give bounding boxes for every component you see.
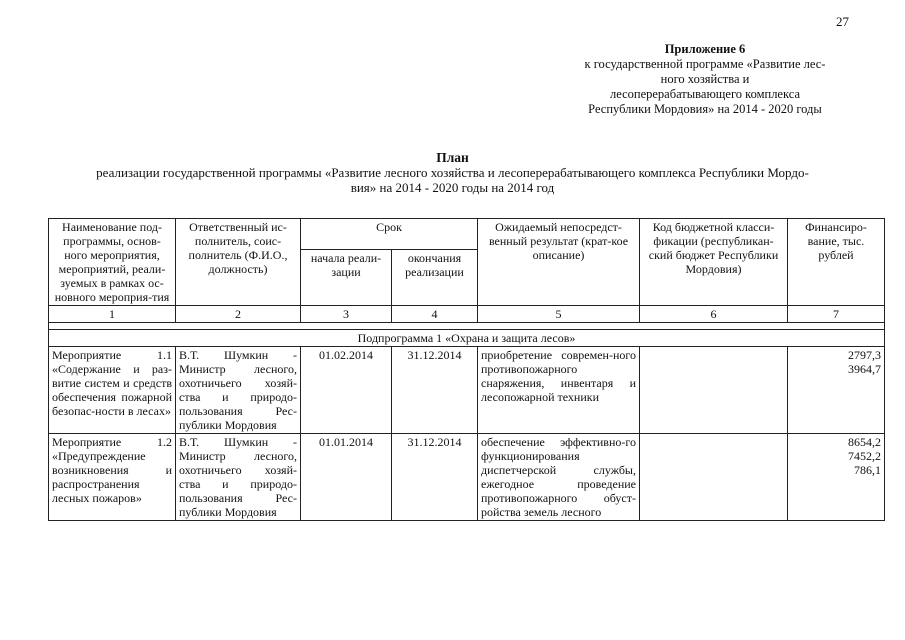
column-number: 4 xyxy=(392,306,478,323)
column-number: 3 xyxy=(301,306,392,323)
event-result: приобретение современ-ного противопожарного снаряжения, инвентаря и лесопожарной техники xyxy=(478,347,640,434)
header-name: Наименование под-программы, основ-ного мероприятия, мероприятий, реали-зуемых в рамках ос-новного мероприя-тия xyxy=(49,219,176,306)
financing-value: 8654,2 xyxy=(848,435,881,449)
page-number: 27 xyxy=(836,14,849,29)
event-end-date: 31.12.2014 xyxy=(392,347,478,434)
financing-value: 2797,3 xyxy=(848,348,881,362)
spacer-row xyxy=(49,323,885,330)
header-financing: Финансиро-вание, тыс. рублей xyxy=(788,219,885,306)
table-header-row xyxy=(49,219,885,250)
financing-value: 7452,2 xyxy=(848,449,881,463)
plan-subtitle-line: реализации государственной программы «Развитие лесного хозяйства и лесоперерабатывающего комплекса Республики Мордо- xyxy=(96,165,809,180)
column-number: 5 xyxy=(478,306,640,323)
event-budget-code xyxy=(640,347,788,434)
appendix-line: к государственной программе «Развитие лес- xyxy=(584,57,826,71)
appendix-header xyxy=(540,42,870,117)
event-budget-code xyxy=(640,434,788,521)
column-number: 1 xyxy=(49,306,176,323)
subprogram-row xyxy=(49,330,885,347)
financing-value: 3964,7 xyxy=(848,362,881,376)
column-number: 6 xyxy=(640,306,788,323)
appendix-line: лесоперерабатывающего комплекса xyxy=(609,87,800,101)
header-srok: Срок xyxy=(301,219,478,250)
subprogram-title: Подпрограмма 1 «Охрана и защита лесов» xyxy=(49,330,885,347)
header-responsible: Ответственный ис-полнитель, соис-полнитель (Ф.И.О., должность) xyxy=(176,219,301,306)
plan-subtitle-line: вия» на 2014 - 2020 годы на 2014 год xyxy=(350,180,555,195)
header-result: Ожидаемый непосредст-венный результат (крат-кое описание) xyxy=(478,219,640,306)
plan-heading xyxy=(40,150,865,195)
header-srok-start: начала реали-зации xyxy=(301,249,392,305)
table-row xyxy=(49,347,885,434)
appendix-line: Республики Мордовия» на 2014 - 2020 годы xyxy=(588,102,822,116)
event-start-date: 01.02.2014 xyxy=(301,347,392,434)
event-start-date: 01.01.2014 xyxy=(301,434,392,521)
financing-value: 786,1 xyxy=(854,463,881,477)
event-name: Мероприятие 1.1 «Содержание и раз-витие систем и средств обеспечения пожарной безопас-ности в лесах» xyxy=(49,347,176,434)
column-number: 7 xyxy=(788,306,885,323)
column-numbers-row xyxy=(49,306,885,323)
appendix-title: Приложение 6 xyxy=(664,42,746,56)
event-financing xyxy=(788,347,885,434)
event-end-date: 31.12.2014 xyxy=(392,434,478,521)
event-responsible: В.Т. Шумкин - Министр лесного, охотничьего хозяй-ства и природо-пользования Рес-публики Мордовия xyxy=(176,434,301,521)
header-code: Код бюджетной класси-фикации (республикан-ский бюджет Республики Мордовия) xyxy=(640,219,788,306)
event-financing xyxy=(788,434,885,521)
header-srok-end: окончания реализации xyxy=(392,249,478,305)
plan-table xyxy=(48,218,885,521)
event-responsible: В.Т. Шумкин - Министр лесного, охотничьего хозяй-ства и природо-пользования Рес-публики Мордовия xyxy=(176,347,301,434)
event-result: обеспечение эффективно-го функционирования диспетчерской службы, ежегодное проведение противопожарного обуст-ройства земель лесного xyxy=(478,434,640,521)
event-name: Мероприятие 1.2 «Предупреждение возникновения и распространения лесных пожаров» xyxy=(49,434,176,521)
column-number: 2 xyxy=(176,306,301,323)
appendix-line: ного хозяйства и xyxy=(660,72,750,86)
table-row xyxy=(49,434,885,521)
spacer-cell xyxy=(49,323,885,330)
plan-title: План xyxy=(436,150,469,165)
